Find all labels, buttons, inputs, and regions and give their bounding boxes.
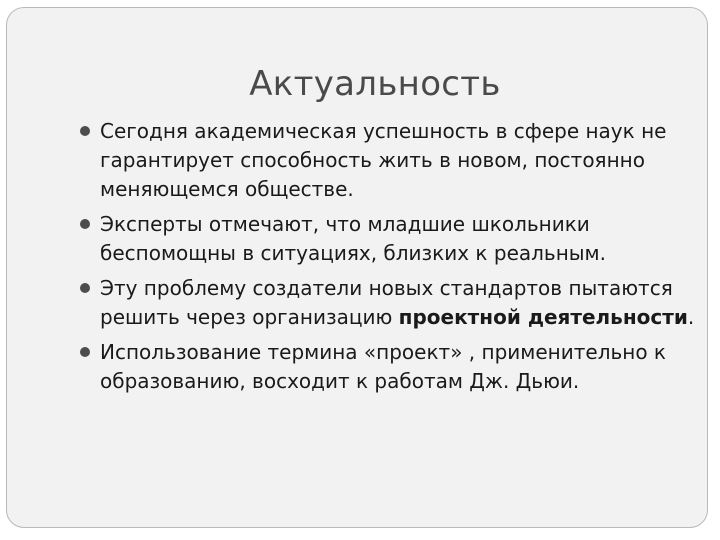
- bullet-text: Эксперты отмечают, что младшие школьники беспомощны в ситуациях, близких к реальным.: [100, 212, 607, 265]
- bullet-text-emphasis: проектной деятельности: [398, 305, 688, 329]
- bullet-text-end: .: [687, 305, 695, 329]
- bullet-item: [78, 210, 698, 268]
- bullet-icon: [80, 283, 90, 293]
- bullet-text: Использование термина «проект» , применительно к образованию, восходит к работам Дж. Дьюи.: [100, 340, 667, 393]
- bullet-icon: [80, 126, 90, 136]
- bullet-item: [78, 274, 698, 332]
- bullet-text: Сегодня академическая успешность в сфере наук не гарантирует способность жить в новом, постоянно меняющемся обществе.: [100, 119, 667, 201]
- bullet-icon: [80, 347, 90, 357]
- slide-title: Актуальность: [249, 64, 501, 104]
- bullet-item: [78, 338, 698, 396]
- bullet-icon: [80, 219, 90, 229]
- bullet-list: [78, 117, 698, 402]
- bullet-text: Эту проблему создатели новых стандартов пытаются решить через организацию: [100, 276, 673, 329]
- bullet-item: [78, 117, 698, 204]
